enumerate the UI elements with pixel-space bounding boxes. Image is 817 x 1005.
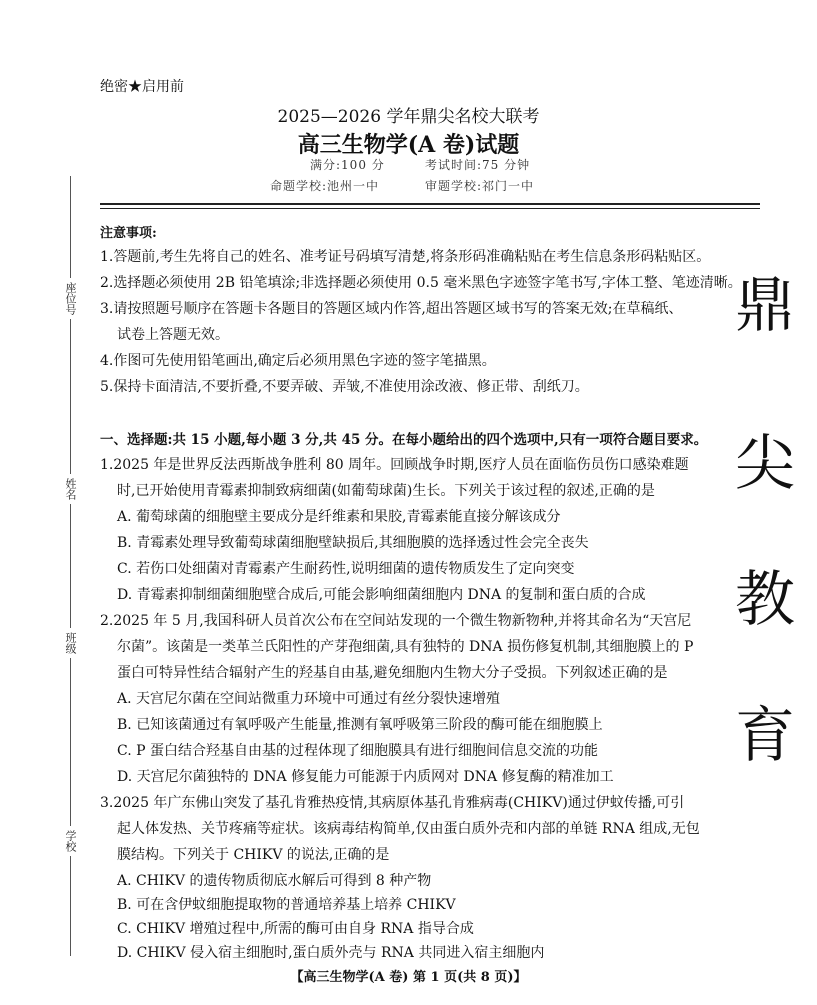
question-option: B. 青霉素处理导致葡萄球菌细胞壁缺损后,其细胞膜的选择透过性会完全丧失 [117,535,589,551]
notice-line: 4.作图可先使用铅笔画出,确定后必须用黑色字迹的签字笔描黑。 [100,353,496,369]
question-option: C. 若伤口处细菌对青霉素产生耐药性,说明细菌的遗传物质发生了定向突变 [117,561,575,577]
reviewer-school: 审题学校:祁门一中 [425,179,535,193]
question-option: A. 葡萄球菌的细胞壁主要成分是纤维素和果胶,青霉素能直接分解该成分 [117,509,561,525]
page-title: 高三生物学(A 卷)试题 [297,132,520,158]
watermark-char: 教 [735,565,795,635]
header-rule-thick [100,203,760,205]
time-info: 考试时间:75 分钟 [425,158,531,172]
watermark-char: 鼎 [735,271,795,341]
notice-line: 试卷上答题无效。 [117,327,229,343]
score-info: 满分:100 分 [310,158,385,172]
question-stem: 膜结构。下列关于 CHIKV 的说法,正确的是 [117,847,390,863]
question-stem: 时,已开始使用青霉素抑制致病细菌(如葡萄球菌)生长。下列关于该过程的叙述,正确的是 [117,483,655,499]
watermark-char: 育 [735,701,795,771]
setter-school: 命题学校:池州一中 [270,179,380,193]
question-option: A. 天宫尼尔菌在空间站微重力环境中可通过有丝分裂快速增殖 [117,691,501,707]
header-rule-thin [100,208,760,209]
question-stem: 尔菌”。该菌是一类革兰氏阳性的产芽孢细菌,具有独特的 DNA 损伤修复机制,其细胞膜上的 P [117,639,694,655]
question-option: A. CHIKV 的遗传物质彻底水解后可得到 8 种产物 [117,873,432,889]
question-stem: 蛋白可特异性结合辐射产生的羟基自由基,避免细胞内生物大分子受损。下列叙述正确的是 [117,665,668,681]
question-option: D. 天宫尼尔菌独特的 DNA 修复能力可能源于内质网对 DNA 修复酶的精准加工 [117,769,614,785]
notice-line: 3.请按照题号顺序在答题卡各题目的答题区域内作答,超出答题区域书写的答案无效;在草稿纸、 [100,301,683,317]
secret-mark: 绝密★启用前 [100,79,184,95]
side-label-name: 姓名 [62,474,78,504]
question-option: C. P 蛋白结合羟基自由基的过程体现了细胞膜具有进行细胞间信息交流的功能 [117,743,598,759]
question-option: B. 可在含伊蚊细胞提取物的普通培养基上培养 CHIKV [117,897,456,913]
notice-line: 5.保持卡面清洁,不要折叠,不要弄破、弄皱,不准使用涂改液、修正带、刮纸刀。 [100,379,589,395]
notice-title: 注意事项: [100,226,157,241]
side-label-school: 学校 [62,826,78,856]
side-label-class: 班级 [62,628,78,658]
question-stem: 1.2025 年是世界反法西斯战争胜利 80 周年。回顾战争时期,医疗人员在面临伤员伤口感染难题 [100,457,689,473]
watermark-char: 尖 [735,429,795,499]
page-footer: 【高三生物学(A 卷) 第 1 页(共 8 页)】 [290,970,527,985]
question-option: D. CHIKV 侵入宿主细胞时,蛋白质外壳与 RNA 共同进入宿主细胞内 [117,945,545,961]
question-option: C. CHIKV 增殖过程中,所需的酶可由自身 RNA 指导合成 [117,921,474,937]
question-stem: 2.2025 年 5 月,我国科研人员首次公布在空间站发现的一个微生物新物种,并将其命名为“天宫尼 [100,613,692,629]
section-title: 一、选择题:共 15 小题,每小题 3 分,共 45 分。在每小题给出的四个选项中,只有一项符合题目要求。 [100,432,708,448]
notice-line: 2.选择题必须使用 2B 铅笔填涂;非选择题必须使用 0.5 毫米黑色字迹签字笔书写,字体工整、笔迹清晰。 [100,275,742,291]
question-stem: 3.2025 年广东佛山突发了基孔肯雅热疫情,其病原体基孔肯雅病毒(CHIKV)通过伊蚊传播,可引 [100,795,685,811]
question-option: D. 青霉素抑制细菌细胞壁合成后,可能会影响细菌细胞内 DNA 的复制和蛋白质的合成 [117,587,646,603]
question-stem: 起人体发热、关节疼痛等症状。该病毒结构简单,仅由蛋白质外壳和内部的单链 RNA 组成,无包 [117,821,700,837]
question-option: B. 已知该菌通过有氧呼吸产生能量,推测有氧呼吸第三阶段的酶可能在细胞膜上 [117,717,603,733]
side-label-seat: 座位号 [62,278,78,319]
notice-line: 1.答题前,考生先将自己的姓名、准考证号码填写清楚,将条形码准确粘贴在考生信息条形码粘贴区。 [100,249,711,265]
exam-name: 2025—2026 学年鼎尖名校大联考 [277,107,540,127]
